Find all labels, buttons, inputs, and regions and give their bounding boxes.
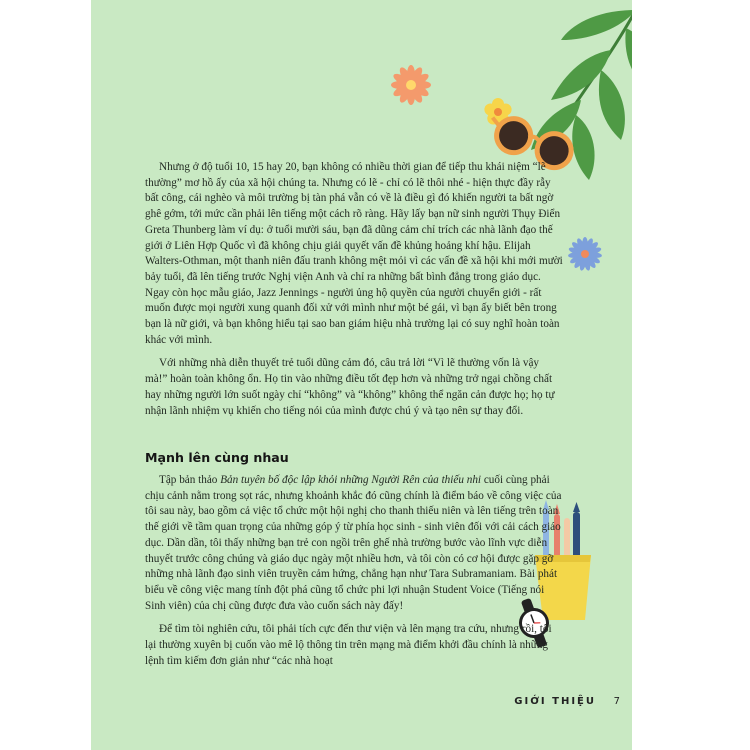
book-page (91, 0, 632, 750)
paragraph: Với những nhà diễn thuyết trẻ tuổi dũng cảm đó, câu trả lời “Vì lẽ thường vốn là vậy mà!” hoàn toàn không ổn. Họ tin vào những điều tốt đẹp hơn và những trở ngại chồng chất hay những người lớn suốt ngày chỉ “không” và “không” không thể ngăn cản được họ; họ tự nhận lãnh nhiệm vụ khiến cho tiếng nói của mình được chú ý và tạo nên sự thay đổi. (145, 357, 555, 417)
running-footer-title: GIỚI THIỆU (514, 696, 596, 707)
paragraph: Tập bản thảo Bản tuyên bố độc lập khỏi những Người Rên của thiếu nhi cuối cùng phải chịu cảnh nằm trong sọt rác, nhưng khoảnh khắc đó cũng chính là điểm báo về công việc của tôi sau này, bao gồm cả việc tổ chức một hội nghị cho thanh thiếu niên và lên tiếng trên toàn thế giới về tầm quan trọng của những góp ý từ phía học sinh - sinh viên đối với cải cách giáo dục. Dần dần, tôi thấy những bạn trẻ con ngồi trên ghế nhà trường bước vào lĩnh vực diễn thuyết trước công chúng và giáo dục ngày một nhiều hơn, và tôi còn có cơ hội được gặp gỡ những nhà lãnh đạo sinh viên truyền cảm hứng, chẳng hạn như Tara Subramaniam. Bài phát biểu về công việc mang tính đột phá cũng tổ chức phi lợi nhuận Student Voice (Tiếng nói Sinh viên) của chị cũng được đưa vào cuốn sách này đấy! (145, 474, 562, 612)
section-heading: Mạnh lên cùng nhau (145, 450, 289, 465)
flower-icon (568, 237, 602, 271)
intro-text-block (145, 160, 563, 427)
section-text-block (145, 473, 563, 677)
page-number: 7 (613, 696, 620, 707)
paragraph: Nhưng ở độ tuổi 10, 15 hay 20, bạn không có nhiều thời gian để tiếp thu khái niệm “lẽ thường” mơ hồ ấy của xã hội chúng ta. Nhưng có lẽ - chỉ có lẽ thôi nhé - hiện thực đầy rẫy bất công, cái nghèo và môi trường bị tàn phá vẫn có về là điều gì đó khiến người ta bất ngờ ghê gớm, tới mức cần phải lên tiếng một cách rõ ràng. Hãy lấy bạn nữ sinh người Thụy Điển Greta Thunberg làm ví dụ: ở tuổi mười sáu, bạn đã dũng cảm chỉ trích các nhà lãnh đạo thế giới ở Liên Hợp Quốc vì đã không chịu giải quyết vấn đề khủng hoảng khí hậu. Elijah Walters-Othman, một thanh niên đấu tranh không mệt mỏi vì các vấn đề xã hội khi mới mười bảy tuổi, đã lên tiếng trước Nghị viện Anh và chỉ ra những bất bình đẳng trong giáo dục. Ngay còn học mẫu giáo, Jazz Jennings - người ủng hộ quyền của người chuyển giới - rất muốn được mọi người xung quanh đối xử với mình như một bé gái, vì bạn ấy biết bên trong bạn là nữ giới, và bạn không hiểu tại sao ban giám hiệu nhà trường lại có suy nghĩ hoàn toàn khác với mình. (145, 161, 563, 346)
book-title: Bản tuyên bố độc lập khỏi những Người Rên của thiếu nhi (220, 474, 482, 486)
paragraph: Để tìm tòi nghiên cứu, tôi phải tích cực đến thư viện và lên mạng tra cứu, nhưng rồi, tôi lại thường xuyên bị cuốn vào mê lộ thông tin trên mạng mà điểm khởi đầu chính là những lệnh tìm kiếm đơn giản như “các nhà hoạt (145, 623, 552, 667)
flower-icon (391, 65, 431, 105)
